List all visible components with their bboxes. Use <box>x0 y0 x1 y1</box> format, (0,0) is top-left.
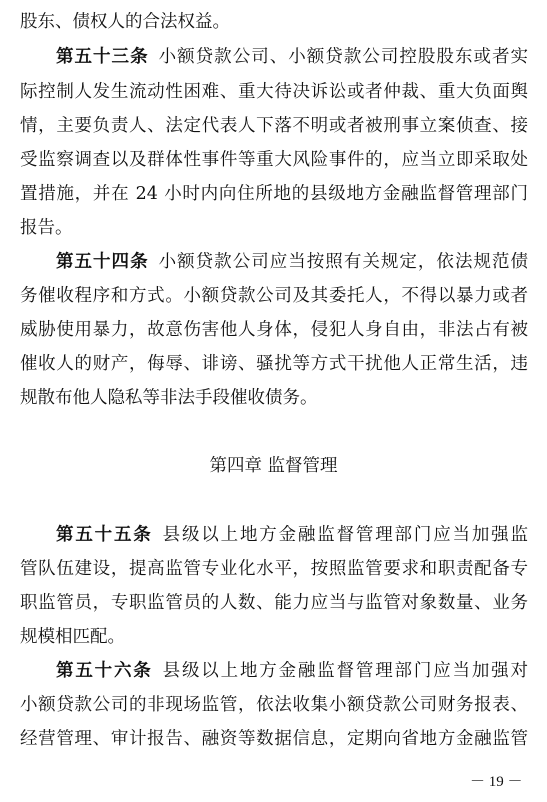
article-text: 小额贷款公司、小额贷款公司控股股东或者实 <box>158 47 528 67</box>
article-55-first-line <box>56 522 528 548</box>
paragraph-line: 股东、债权人的合法权益。 <box>20 12 230 32</box>
paragraph-line: 置措施，并在 24 小时内向住所地的县级地方金融监督管理部门 <box>20 184 528 204</box>
article-54-first-line <box>56 249 528 275</box>
paragraph-line: 职监管员，专职监管员的人数、能力应当与监管对象数量、业务 <box>20 593 528 613</box>
paragraph-line: 规散布他人隐私等非法手段催收债务。 <box>20 388 318 408</box>
paragraph-line: 催收人的财产，侮辱、诽谤、骚扰等方式干扰他人正常生活，违 <box>20 354 528 374</box>
paragraph-line: 威胁使用暴力，故意伤害他人身体，侵犯人身自由，非法占有被 <box>20 320 528 340</box>
page-number: － 19 － <box>470 774 523 790</box>
article-text: 县级以上地方金融监督管理部门应当加强监 <box>162 525 528 545</box>
paragraph-line: 务催收程序和方式。小额贷款公司及其委托人，不得以暴力或者 <box>20 286 528 306</box>
article-53-first-line <box>56 44 528 70</box>
article-number: 第五十六条 <box>56 661 153 681</box>
paragraph-line: 小额贷款公司的非现场监管，依法收集小额贷款公司财务报表、 <box>20 695 528 715</box>
article-number: 第五十三条 <box>56 47 149 67</box>
article-number: 第五十五条 <box>56 525 153 545</box>
article-number: 第五十四条 <box>56 252 149 272</box>
paragraph-line: 规模相匹配。 <box>20 627 125 647</box>
paragraph-line: 经营管理、审计报告、融资等数据信息，定期向省地方金融监管 <box>20 729 528 749</box>
paragraph-line: 际控制人发生流动性困难、重大待决诉讼或者仲裁、重大负面舆 <box>20 82 528 102</box>
article-text: 县级以上地方金融监督管理部门应当加强对 <box>162 661 528 681</box>
article-text: 小额贷款公司应当按照有关规定，依法规范债 <box>158 252 528 272</box>
paragraph-line: 受监察调查以及群体性事件等重大风险事件的，应当立即采取处 <box>20 150 528 170</box>
paragraph-line: 报告。 <box>20 218 73 238</box>
paragraph-line: 情，主要负责人、法定代表人下落不明或者被刑事立案侦查、接 <box>20 116 528 136</box>
article-56-first-line <box>56 658 528 684</box>
chapter-heading: 第四章 监督管理 <box>209 456 338 476</box>
paragraph-line: 管队伍建设，提高监管专业化水平，按照监管要求和职责配备专 <box>20 559 528 579</box>
